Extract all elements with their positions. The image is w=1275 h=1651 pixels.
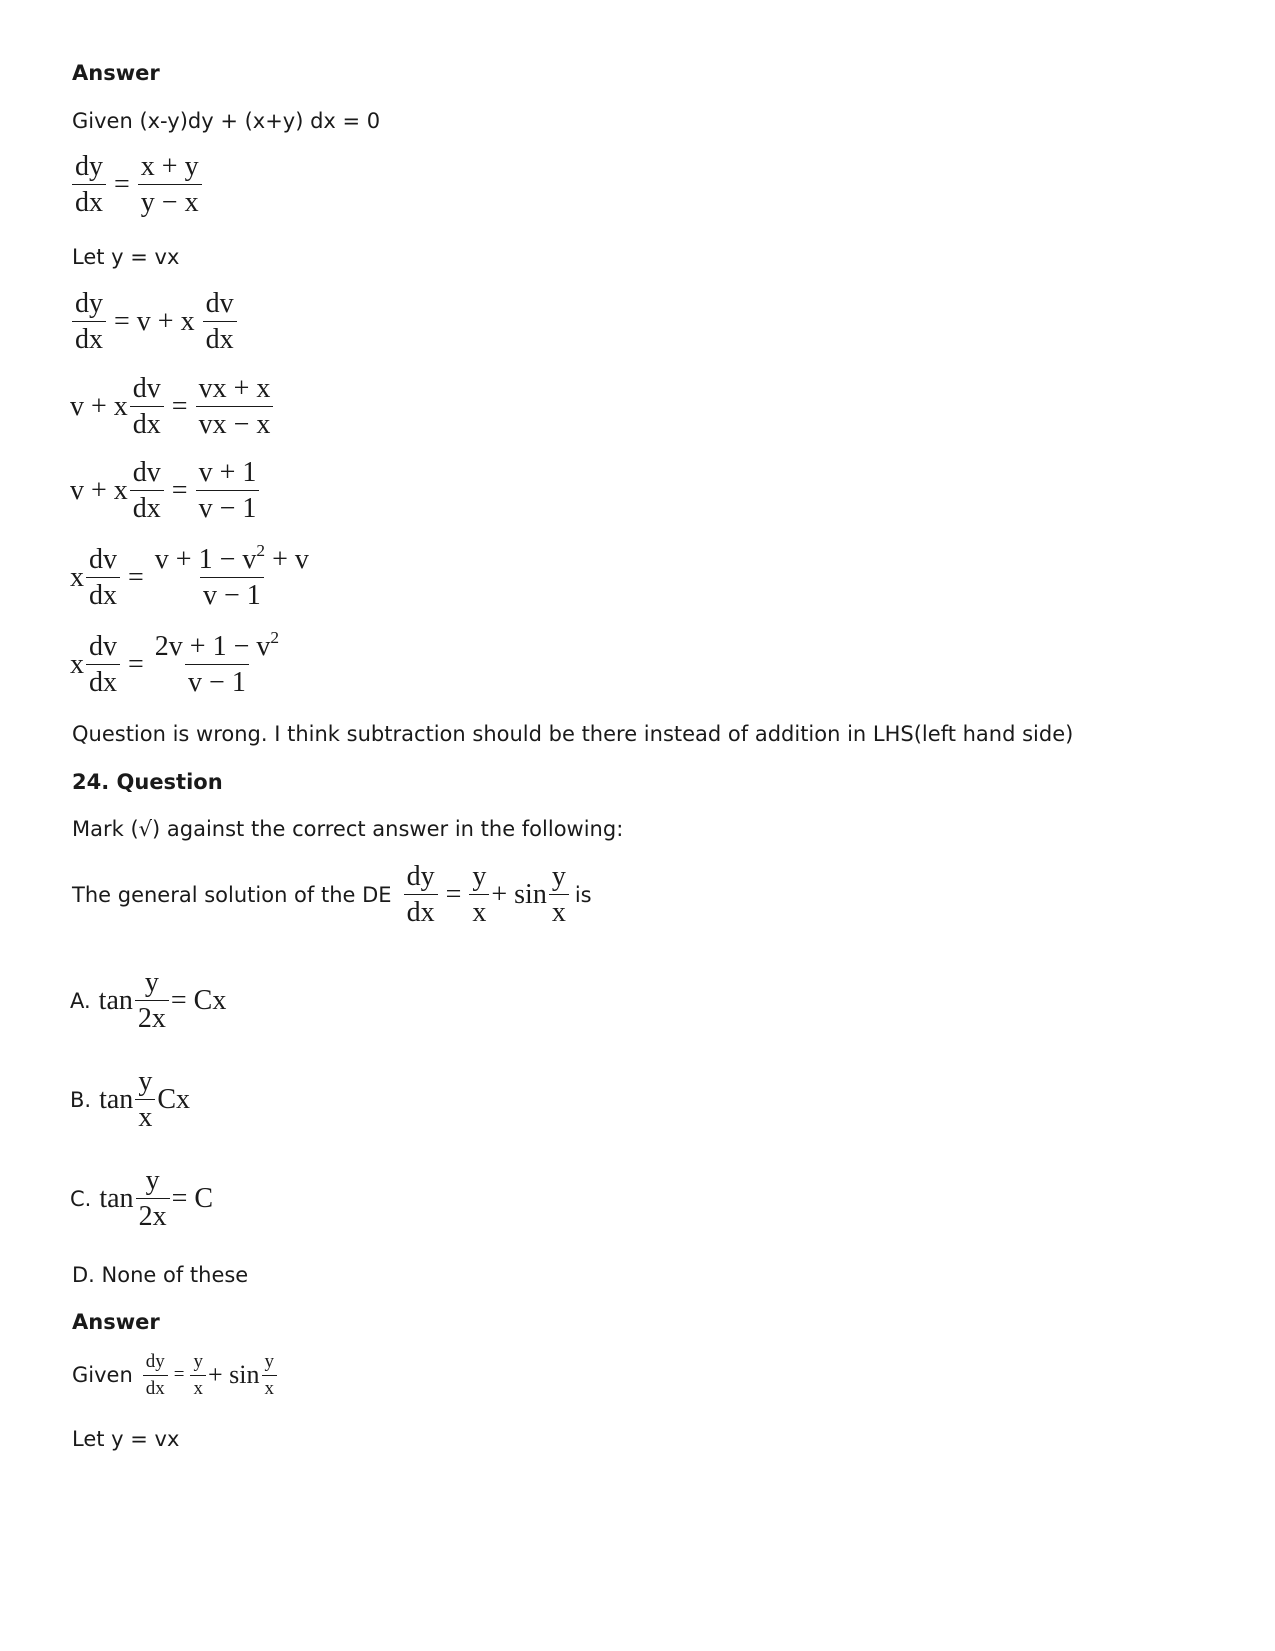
numerator [152, 627, 282, 664]
fraction-dy-dx [143, 1352, 168, 1399]
denominator: vx − x [196, 406, 274, 439]
numerator: y [138, 1066, 153, 1097]
equation-step-3 [70, 374, 275, 440]
denominator: x [135, 1099, 155, 1132]
numerator: y [472, 861, 487, 892]
denominator: dx [86, 577, 120, 610]
option-a[interactable] [70, 968, 226, 1034]
fraction-y-x [190, 1352, 206, 1399]
tan-function: tan [99, 1083, 134, 1115]
equation-step-5 [70, 540, 314, 612]
given-label: Given [72, 1363, 133, 1388]
option-b[interactable] [70, 1067, 190, 1133]
denominator: dx [203, 321, 237, 354]
equation-step-6 [70, 627, 284, 699]
fraction [135, 1067, 155, 1133]
denominator: y − x [138, 184, 202, 217]
fraction-rhs [152, 627, 282, 699]
fraction-dv-dx [203, 289, 237, 355]
answer-heading: Answer [72, 61, 160, 85]
fraction-rhs [196, 374, 274, 440]
fraction-y-x [549, 862, 569, 928]
fraction-y-x [469, 862, 489, 928]
numerator: dy [75, 288, 103, 319]
denominator: dx [86, 664, 120, 697]
equation-step-4 [70, 458, 261, 524]
numerator: v + 1 [198, 457, 257, 488]
option-label: C. [70, 1186, 92, 1211]
plus-sin: + sin [207, 1360, 260, 1390]
question-prompt [72, 862, 592, 928]
substitution-text: Let y = vx [72, 245, 180, 269]
denominator: dx [130, 490, 164, 523]
denominator: 2x [136, 1198, 170, 1231]
option-rhs: Cx [157, 1083, 190, 1115]
denominator: 2x [135, 1000, 169, 1033]
equals-v-plus-x: = v + x [114, 305, 195, 337]
fraction [136, 1166, 170, 1232]
question-instruction: Mark (√) against the correct answer in the following: [72, 817, 624, 841]
numerator: dv [89, 631, 117, 662]
fraction-rhs [152, 540, 312, 612]
fraction-dv-dx [86, 545, 120, 611]
denominator: dx [130, 406, 164, 439]
given-equation-text: Given (x-y)dy + (x+y) dx = 0 [72, 109, 381, 133]
numerator [152, 540, 312, 577]
prompt-equation [402, 862, 571, 928]
numerator: dy [75, 151, 103, 182]
denominator: x [469, 894, 489, 927]
numerator: y [145, 1165, 160, 1196]
fraction-dv-dx [130, 374, 164, 440]
numerator: vx + x [198, 373, 271, 404]
numerator: dv [132, 373, 161, 404]
numerator-part: + v [265, 544, 309, 575]
plus-sin: + sin [491, 878, 547, 910]
fraction-dy-dx [72, 152, 106, 218]
numerator: dy [406, 861, 435, 892]
denominator: dx [143, 1375, 168, 1399]
denominator: v − 1 [196, 490, 260, 523]
equals-sign: = [128, 648, 144, 680]
fraction-rhs [196, 458, 260, 524]
option-c[interactable] [70, 1166, 213, 1232]
lhs-prefix: v + x [70, 474, 128, 506]
exponent: 2 [256, 540, 266, 560]
numerator-part: 2v + 1 − v [154, 631, 271, 662]
denominator: x [190, 1375, 206, 1399]
numerator: y [264, 1351, 274, 1372]
option-rhs: = C [171, 1182, 214, 1214]
option-rhs: = Cx [170, 984, 227, 1016]
numerator-part: v + 1 − v [154, 544, 257, 575]
lhs-prefix: v + x [70, 390, 128, 422]
denominator: x [262, 1375, 278, 1399]
comment-text: Question is wrong. I think subtraction should be there instead of addition in LHS(left hand side) [72, 722, 1074, 746]
denominator: dx [404, 894, 438, 927]
option-label: B. [70, 1087, 92, 1112]
numerator: y [551, 861, 566, 892]
option-label: A. [70, 988, 91, 1013]
prompt-text: The general solution of the DE [72, 882, 392, 907]
denominator: dx [72, 321, 106, 354]
fraction-dv-dx [86, 632, 120, 698]
answer-given-equation [72, 1352, 279, 1399]
tan-function: tan [98, 984, 133, 1016]
numerator: dv [132, 457, 161, 488]
substitution-text: Let y = vx [72, 1427, 180, 1451]
numerator: dv [89, 544, 117, 575]
fraction-y-x [262, 1352, 278, 1399]
answer-heading: Answer [72, 1310, 160, 1334]
equation-dy-dx-ratio [70, 152, 204, 218]
equals-sign: = [445, 878, 462, 910]
fraction-dy-dx [404, 862, 438, 928]
tan-function: tan [99, 1182, 134, 1214]
numerator: dy [145, 1351, 165, 1372]
denominator: dx [72, 184, 106, 217]
numerator: y [144, 967, 159, 998]
given-equation [141, 1352, 279, 1399]
fraction-rhs [138, 152, 202, 218]
fraction-dy-dx [72, 289, 106, 355]
denominator: x [549, 894, 569, 927]
prompt-suffix: is [574, 882, 592, 907]
lhs-prefix: x [70, 561, 84, 593]
denominator: v − 1 [200, 577, 264, 610]
option-d[interactable]: D. None of these [72, 1263, 249, 1287]
exponent: 2 [270, 627, 280, 647]
numerator: x + y [140, 151, 199, 182]
equals-sign: = [114, 168, 130, 200]
question-heading: 24. Question [72, 770, 223, 794]
numerator: y [193, 1351, 203, 1372]
numerator: dv [205, 288, 234, 319]
equals-sign: = [171, 390, 188, 422]
denominator: v − 1 [185, 664, 249, 697]
lhs-prefix: x [70, 648, 84, 680]
equals-sign: = [173, 1364, 185, 1386]
equation-substitution-derivative [70, 289, 239, 355]
fraction [135, 968, 169, 1034]
equals-sign: = [171, 474, 188, 506]
fraction-dv-dx [130, 458, 164, 524]
equals-sign: = [128, 561, 144, 593]
